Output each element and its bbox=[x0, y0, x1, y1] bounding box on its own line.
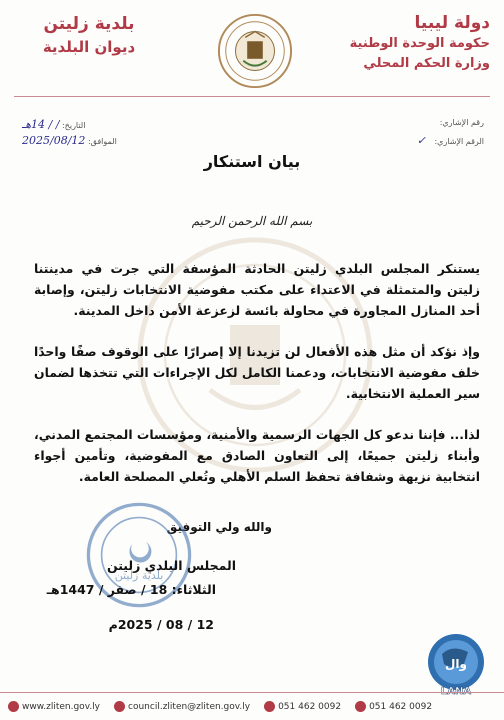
date-label: التاريخ: bbox=[61, 121, 86, 130]
footer-phone-2-text: 051 462 0092 bbox=[369, 701, 433, 712]
header-right-block bbox=[330, 12, 490, 74]
date-row bbox=[22, 118, 85, 131]
footer-phone-text: 051 462 0092 bbox=[278, 701, 342, 712]
basmala: بسم الله الرحمن الرحيم bbox=[191, 214, 313, 228]
municipality-emblem bbox=[216, 12, 294, 90]
corresponding-label: الموافق: bbox=[87, 137, 117, 146]
header-left-block bbox=[14, 12, 164, 58]
lana-label: LANA bbox=[440, 686, 472, 697]
signature-council: المجلس البلدي زليتن bbox=[106, 558, 236, 573]
ref-signature-mark: ✓ bbox=[416, 134, 426, 147]
header-ministry: وزارة الحكم المحلي bbox=[363, 56, 490, 71]
svg-text:وال: وال bbox=[445, 657, 467, 671]
phone-icon-2 bbox=[355, 701, 366, 712]
header-government: حكومة الوحدة الوطنية bbox=[349, 36, 490, 51]
footer-bar bbox=[0, 692, 504, 720]
footer-website[interactable] bbox=[8, 701, 100, 712]
header-divider bbox=[14, 96, 490, 97]
ref-label-2-text: الرقم الإشاري: bbox=[434, 137, 484, 146]
ref-label-2 bbox=[417, 134, 484, 147]
footer-website-text: www.zliten.gov.ly bbox=[22, 701, 101, 712]
phone-icon bbox=[264, 701, 275, 712]
paragraph-1: يستنكر المجلس البلدي زليتن الحادثة المؤسفة التي جرت في مدينتنا زليتن والمتمثلة في الاعتداء على مكتب مفوضية الانتخابات زليتن، وإصابة أحد المنازل المجاورة في محاولة بائسة لزعزعة الأمن داخل المدينة. bbox=[34, 261, 480, 318]
date-hand-value: / / 14هـ bbox=[22, 118, 60, 131]
email-icon bbox=[114, 701, 125, 712]
footer-phone[interactable] bbox=[264, 701, 341, 712]
header-municipality: بلدية زليتن bbox=[43, 14, 135, 34]
paragraph-3: لذا... فإننا ندعو كل الجهات الرسمية والأمنية، ومؤسسات المجتمع المدني، وأبناء زليتن جميعًا، إلى التعاون الصادق مع المفوضية، وتأمين أجواء انتخابية نزيهة وشفافة تحفظ السلم الأهلي وتُعلي المصلحة العامة. bbox=[34, 427, 480, 484]
closing-phrase: والله ولي التوفيق bbox=[166, 520, 272, 534]
signature-hijri-date: الثلاثاء: 18 / صفر / 1447هـ bbox=[46, 582, 216, 597]
ref-label-1: رقم الإشاري: bbox=[439, 118, 484, 127]
footer-phone-2[interactable] bbox=[355, 701, 432, 712]
signature-gregorian-date: 12 / 08 / 2025م bbox=[108, 617, 214, 632]
corresponding-row bbox=[22, 134, 117, 147]
globe-icon bbox=[8, 701, 19, 712]
header-country: دولة ليبيا bbox=[414, 13, 490, 33]
paragraph-2: وإذ نؤكد أن مثل هذه الأفعال لن تزيدنا إلا إصرارًا على الوقوف صفًا واحدًا خلف مفوضية الانتخابات، ودعمنا الكامل لكل الإجراءات التي تتخذها لضمان سير العملية الانتخابية. bbox=[34, 344, 480, 401]
document-title: بيان استنكار bbox=[203, 152, 301, 171]
corresponding-hand-value: 2025/08/12 bbox=[22, 134, 86, 147]
header-office: ديوان البلدية bbox=[42, 38, 136, 56]
lana-logo bbox=[412, 630, 492, 700]
stamp-label: بلدية زليتن bbox=[114, 569, 164, 583]
footer-email[interactable] bbox=[114, 701, 250, 712]
footer-email-text: council.zliten@zliten.gov.ly bbox=[128, 701, 251, 712]
